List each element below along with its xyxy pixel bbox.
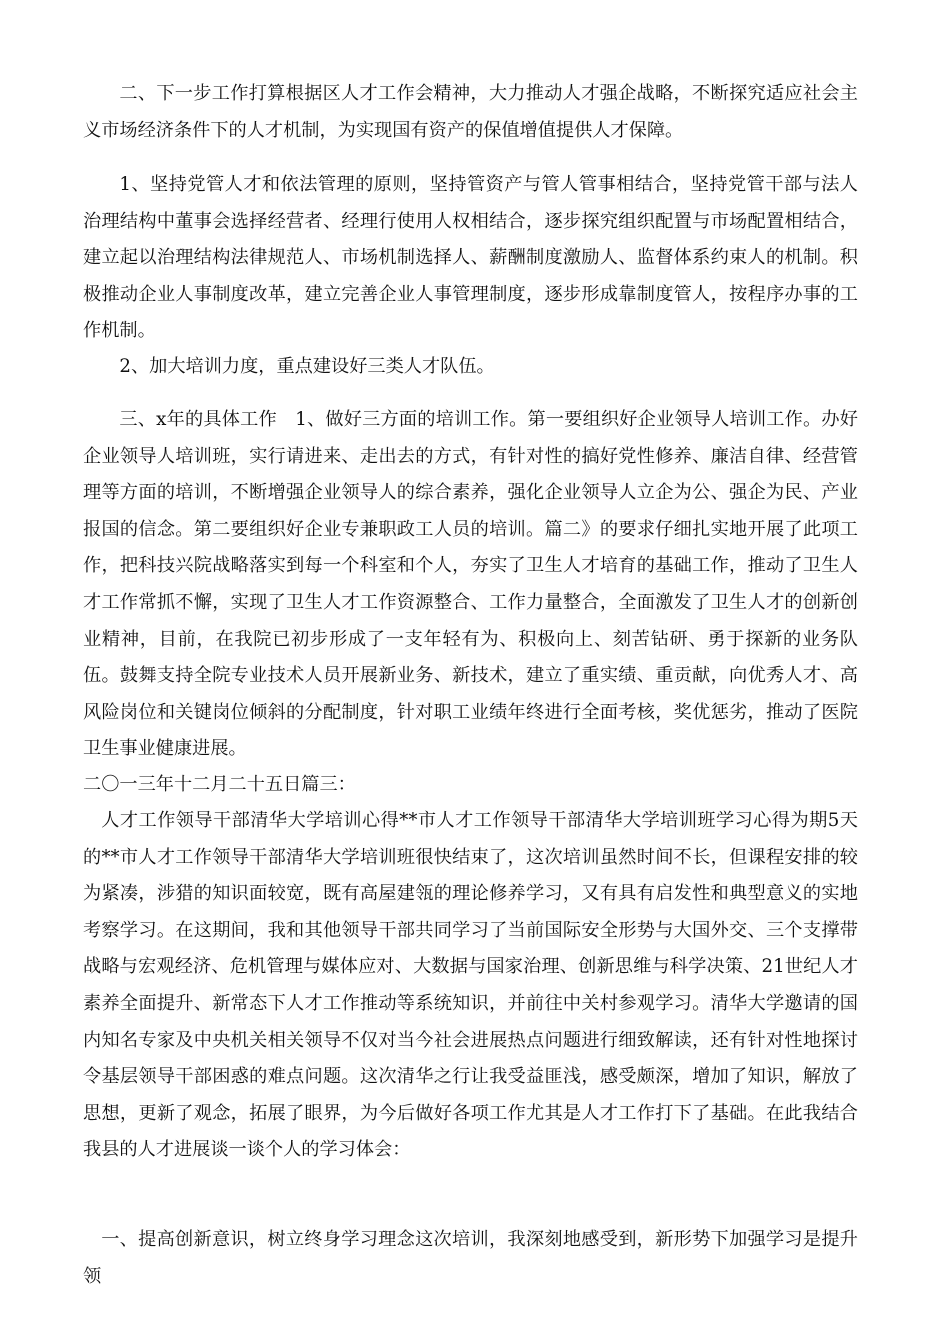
paragraph-tsinghua-training: 人才工作领导干部清华大学培训心得**市人才工作领导干部清华大学培训班学习心得为期5天的**市人才工作领导干部清华大学培训班很快结束了，这次培训虽然时间不长，但课程安排的较为紧凑，涉猎的知识面较宽，既有高屋建瓴的理论修养学习，又有具有启发性和典型意义的实地考察学习。在这期间，我和其他领导干部共同学习了当前国际安全形势与大国外交、三个支撑带战略与宏观经济、危机管理与媒体应对、大数据与国家治理、创新思维与科学决策、21世纪人才素养全面提升、新常态下人才工作推动等系统知识，并前往中关村参观学习。清华大学邀请的国内知名专家及中央机关相关领导不仅对当今社会进展热点问题进行细致解读，还有针对性地探讨令基层领导干部困惑的难点问题。这次清华之行让我受益匪浅，感受颇深，增加了知识，解放了思想，更新了观念，拓展了眼界，为今后做好各项工作尤其是人才工作打下了基础。在此我结合我县的人才进展谈一谈个人的学习体会： <box>83 810 858 1161</box>
paragraph-innovation-awareness: 一、提高创新意识，树立终身学习理念这次培训，我深刻地感受到，新形势下加强学习是提升领 <box>83 1229 858 1287</box>
paragraph-specific-work: 三、x年的具体工作 1、做好三方面的培训工作。第一要组织好企业领导人培训工作。办好企业领导人培训班，实行请进来、走出去的方式，有针对性的搞好党性修养、廉洁自律、经营管理等方面的培训，不断增强企业领导人的综合素养，强化企业领导人立企为公、强企为民、产业报国的信念。第二要组织好企业专兼职政工人员的培训。篇二》的要求仔细扎实地开展了此项工作，把科技兴院战略落实到每一个科室和个人，夯实了卫生人才培育的基础工作，推动了卫生人才工作常抓不懈，实现了卫生人才工作资源整合、工作力量整合，全面激发了卫生人才的创新创业精神，目前，在我院已初步形成了一支年轻有为、积极向上、刻苦钻研、勇于探新的业务队伍。鼓舞支持全院专业技术人员开展新业务、新技术，建立了重实绩、重贡献，向优秀人才、高风险岗位和关键岗位倾斜的分配制度，针对职工业绩年终进行全面考核，奖优惩劣，推动了医院卫生事业健康进展。 <box>83 409 858 760</box>
paragraph-next-step-plan: 二、下一步工作打算根据区人才工作会精神，大力推动人才强企战略，不断探究适应社会主义市场经济条件下的人才机制，为实现国有资产的保值增值提供人才保障。 <box>83 83 858 141</box>
paragraph-date-line: 二〇一三年十二月二十五日篇三： <box>83 774 356 795</box>
paragraph-item-1-party-management: 1、坚持党管人才和依法管理的原则，坚持管资产与管人管事相结合，坚持党管干部与法人治理结构中董事会选择经营者、经理行使用人权相结合，逐步探究组织配置与市场配置相结合，建立起以治理结构法律规范人、市场机制选择人、薪酬制度激励人、监督体系约束人的机制。积极推动企业人事制度改革，建立完善企业人事管理制度，逐步形成靠制度管人，按程序办事的工作机制。 <box>83 174 858 342</box>
paragraph-item-2-training: 2、加大培训力度，重点建设好三类人才队伍。 <box>119 356 495 377</box>
